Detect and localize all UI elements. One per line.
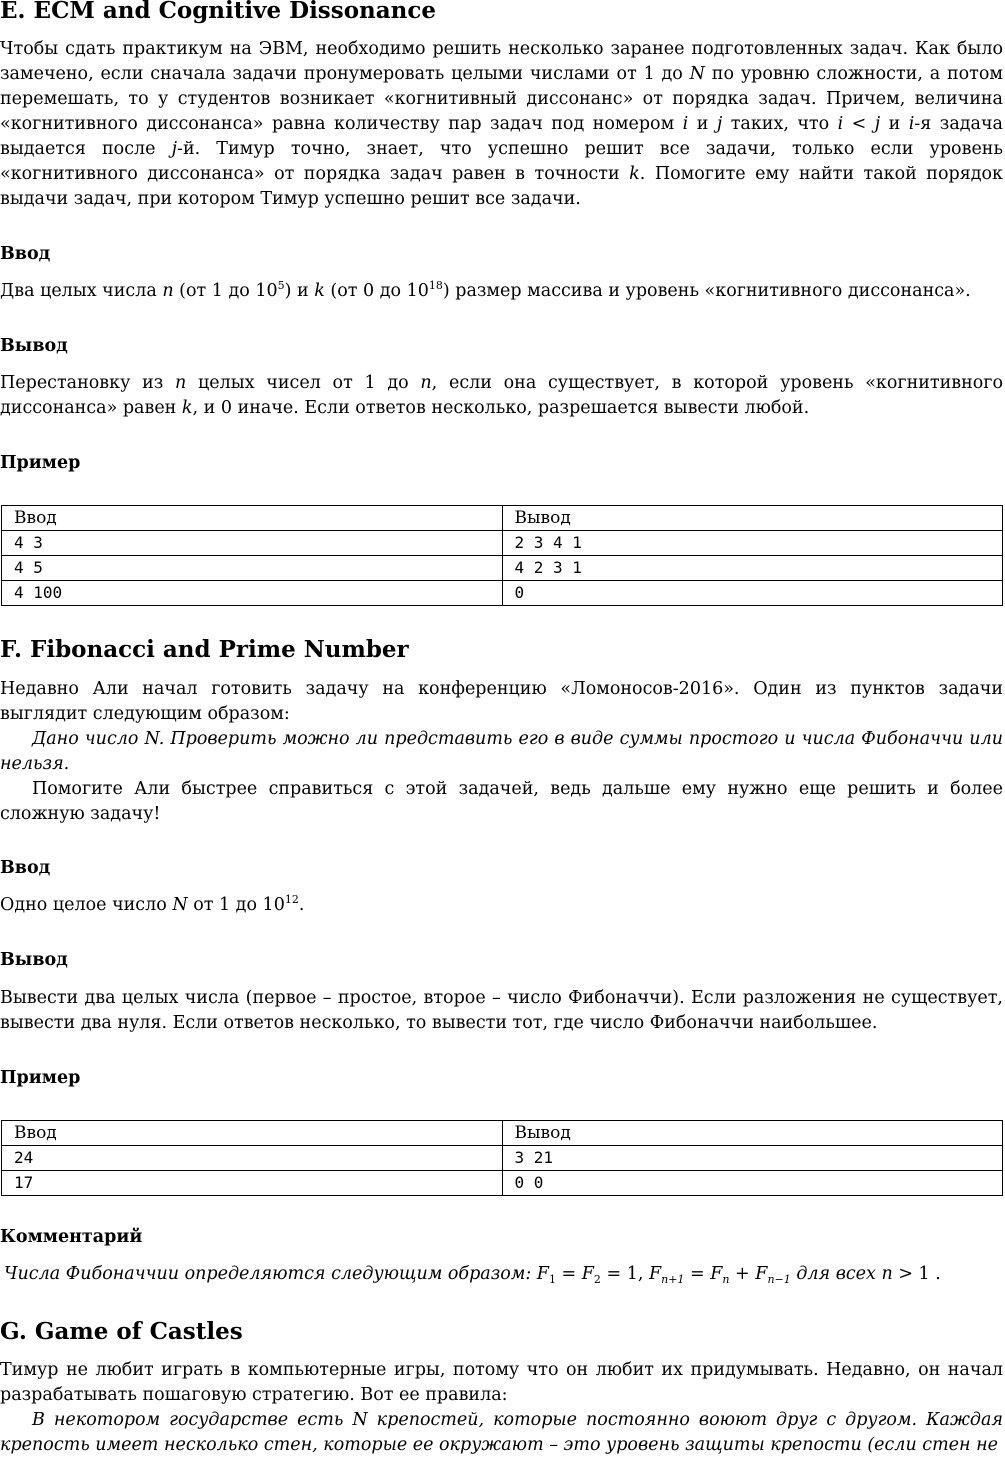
section-f-comment: Числа Фибоначчии определяются следующим образом: $F_1 = F_2 = 1$, $F_{n+1} = F_n + F_{n-1}$ для всех n > 1 .: [4, 1264, 941, 1286]
section-e-title: E. ECM and Cognitive Dissonance: [0, 0, 437, 24]
table-row: [2, 531, 1003, 556]
section-f-output-heading: Вывод: [0, 950, 68, 970]
section-f-example-table: [1, 1120, 1003, 1196]
table-row: [2, 581, 1003, 606]
table-row: [2, 556, 1003, 581]
table-cell-output: 2 3 4 1: [502, 531, 1003, 556]
section-f-output-text: Вывести два целых числа (первое – простое, второе – число Фибоначчи). Если разложения не существует, вывести два нуля. Если ответов несколько, то вывести тот, где число Фибоначчи наибольшее.: [0, 988, 1003, 1033]
section-g-title: G. Game of Castles: [0, 1318, 243, 1345]
section-g-intro: Тимур не любит играть в компьютерные игры, потому что он любит их придумывать. Недавно, он начал разрабатывать пошаговую стратегию. Вот ее правила:: [0, 1360, 1003, 1405]
table-header-output: Вывод: [502, 506, 1003, 531]
table-header-input: Ввод: [2, 506, 503, 531]
section-e-output-text: Перестановку из n целых чисел от 1 до n, если она существует, в которой уровень «когнитивного диссонанса» равен k, и 0 иначе. Если ответов несколько, разрешается вывести любой.: [0, 373, 1004, 418]
table-cell-input: 24: [2, 1146, 503, 1171]
table-cell-output: 0: [502, 581, 1003, 606]
table-cell-input: 17: [2, 1171, 503, 1196]
section-f-title: F. Fibonacci and Prime Number: [0, 636, 409, 663]
table-row: [2, 1171, 1003, 1196]
section-e-output-heading: Вывод: [0, 336, 68, 356]
table-header-row: [2, 1121, 1003, 1146]
section-e-statement: Чтобы сдать практикум на ЭВМ, необходимо решить несколько заранее подготовленных задач. Как было замечено, если сначала задачи пронумеровать целыми числами от 1 до N по уровню сложности, а потом перемешать, то у студентов возникает «когнитивный диссонанс» от порядка задач. Причем, величина «когнитивного диссонанса» равна количеству пар задач под номером i и j таких, что i < j и i-я задача выдается после j-й. Тимур точно, знает, что успешно решит все задачи, только если уровень «когнитивного диссонанса» от порядка задач равен в точности k. Помогите ему найти такой порядок выдачи задач, при котором Тимур успешно решит все задачи.: [0, 39, 1003, 209]
table-cell-input: 4 100: [2, 581, 503, 606]
table-header-row: [2, 506, 1003, 531]
section-e-input-heading: Ввод: [0, 244, 51, 264]
section-f-intro: Недавно Али начал готовить задачу на конференцию «Ломоносов-2016». Один из пунктов задачи выглядит следующим образом:: [0, 679, 1003, 724]
section-f-input-heading: Ввод: [0, 858, 51, 878]
section-e-example-heading: Пример: [0, 453, 81, 473]
table-cell-input: 4 5: [2, 556, 503, 581]
section-f-task: Дано число N. Проверить можно ли представить его в виде суммы простого и числа Фибоначчи или нельзя.: [0, 729, 1003, 774]
section-f-comment-heading: Комментарий: [0, 1227, 143, 1247]
table-header-output: Вывод: [502, 1121, 1003, 1146]
table-cell-output: 0 0: [502, 1171, 1003, 1196]
table-row: [2, 1146, 1003, 1171]
section-f-input-text: Одно целое число N от 1 до $10^{12}$.: [0, 893, 305, 915]
section-e-example-table: [1, 505, 1003, 606]
table-cell-output: 3 21: [502, 1146, 1003, 1171]
section-f-example-heading: Пример: [0, 1068, 81, 1088]
table-cell-input: 4 3: [2, 531, 503, 556]
table-cell-output: 4 2 3 1: [502, 556, 1003, 581]
section-e-input-text: Два целых числа n (от 1 до $10^5$) и k (от 0 до $10^{18}$) размер массива и уровень «когнитивного диссонанса».: [0, 279, 971, 301]
section-f-help: Помогите Али быстрее справиться с этой задачей, ведь дальше ему нужно еще решить и более сложную задачу!: [0, 779, 1003, 824]
section-g-rules: В некотором государстве есть N крепостей, которые постоянно воюют друг с другом. Каждая крепость имеет несколько стен, которые ее окружают – это уровень защиты крепости (если стен не: [0, 1410, 1003, 1455]
table-header-input: Ввод: [2, 1121, 503, 1146]
